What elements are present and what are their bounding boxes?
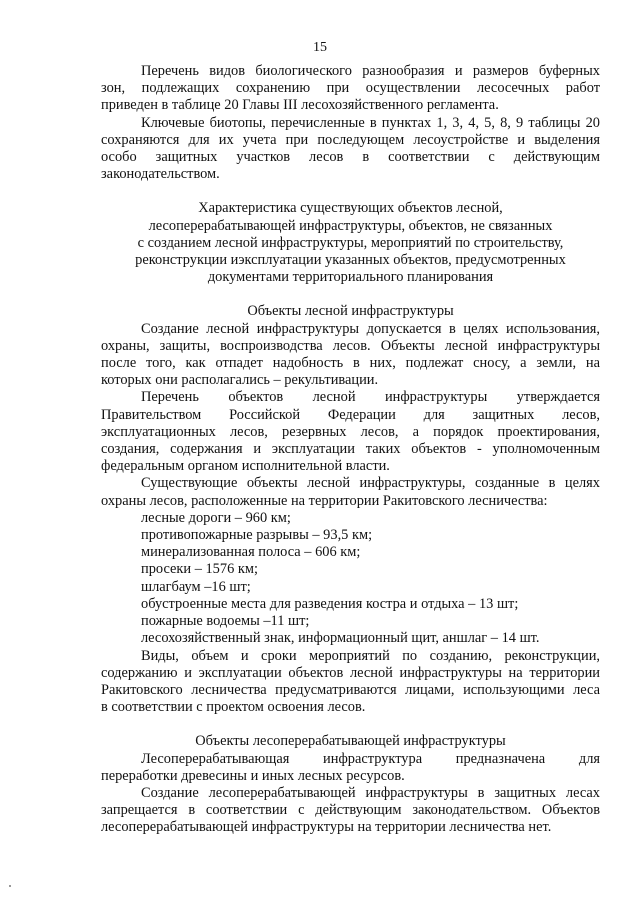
- spacer: [101, 286, 600, 303]
- text-line: содержанию и эксплуатации объектов лесной инфраструктуры на территории: [101, 664, 600, 681]
- text-line: особо защитных участков лесов в соответствии с действующим: [101, 149, 600, 166]
- text-line: законодательством.: [101, 166, 220, 183]
- paragraph-processing-purpose: [101, 751, 600, 785]
- title-line: документами территориального планирования: [207, 269, 494, 286]
- text-line: эксплуатационных лесов, резервных лесов, а порядок проектирования,: [101, 423, 600, 440]
- text-line: которых они располагались – рекультивации.: [101, 372, 379, 389]
- list-item: шлагбаум –16 шт;: [141, 578, 251, 595]
- list-item: противопожарные разрывы – 93,5 км;: [141, 527, 373, 544]
- text-line: охраны, защиты, воспроизводства лесов. Объекты лесной инфраструктуры: [101, 337, 600, 354]
- text-line: запрещается в соответствии с действующим законодательством. Объектов: [101, 802, 600, 819]
- list-item: лесные дороги – 960 км;: [141, 509, 291, 526]
- title-line: Характеристика существующих объектов лесной,: [198, 200, 503, 217]
- spacer: [101, 183, 600, 200]
- text-line: лесоперерабатывающей инфраструктуры на территории лесничества нет.: [101, 819, 552, 836]
- subsection-title-processing-infrastructure: Объекты лесоперерабатывающей инфраструктуры: [195, 733, 506, 750]
- paragraph-measures: [101, 648, 600, 717]
- list-item: лесохозяйственный знак, информационный щит, аншлаг – 14 шт.: [141, 630, 540, 647]
- text-line: Создание лесной инфраструктуры допускается в целях использования,: [141, 320, 600, 337]
- text-line: федеральным органом исполнительной власти.: [101, 458, 390, 475]
- page-content: [101, 63, 600, 837]
- text-line: в соответствии с проектом освоения лесов.: [101, 699, 366, 716]
- paragraph-existing-objects: [101, 475, 600, 509]
- title-line: реконструкции иэксплуатации указанных объектов, предусмотренных: [135, 252, 566, 269]
- text-line: Создание лесоперерабатывающей инфраструктуры в защитных лесах: [141, 784, 600, 801]
- page-number: 15: [313, 40, 327, 55]
- list-item: просеки – 1576 км;: [141, 561, 258, 578]
- text-line: Виды, объем и сроки мероприятий по созданию, реконструкции,: [141, 647, 600, 664]
- text-line: Ключевые биотопы, перечисленные в пунктах 1, 3, 4, 5, 8, 9 таблицы 20: [141, 114, 600, 131]
- paragraph-creation: [101, 321, 600, 390]
- list-item: минерализованная полоса – 606 км;: [141, 544, 361, 561]
- text-line: Перечень видов биологического разнообразия и размеров буферных: [141, 63, 600, 79]
- text-line: Перечень объектов лесной инфраструктуры утверждается: [141, 389, 600, 406]
- paragraph-biodiversity: [101, 63, 600, 115]
- list-item: обустроенные места для разведения костра и отдыха – 13 шт;: [141, 595, 519, 612]
- paragraph-processing-prohibited: [101, 785, 600, 837]
- text-line: Существующие объекты лесной инфраструктуры, созданные в целях: [141, 475, 600, 492]
- subsection-title-forest-infrastructure: Объекты лесной инфраструктуры: [247, 303, 454, 320]
- title-line: лесоперерабатывающей инфраструктуры, объектов, не связанных: [148, 217, 553, 234]
- text-line: охраны лесов, расположенные на территории Ракитовского лесничества:: [101, 492, 548, 509]
- text-line: переработки древесины и иных лесных ресурсов.: [101, 767, 405, 784]
- text-line: сохраняются для их учета при последующем лесоустройстве и выделения: [101, 131, 600, 148]
- paragraph-list-approval: [101, 389, 600, 475]
- scan-speck: [9, 885, 11, 887]
- infrastructure-list: [101, 510, 600, 648]
- spacer: [101, 716, 600, 733]
- text-line: Ракитовского лесничества предусматриваются лицами, использующими леса: [101, 681, 600, 698]
- text-line: зон, подлежащих сохранению при осуществлении лесосечных работ: [101, 80, 600, 97]
- text-line: Правительством Российской Федерации для защитных лесов,: [101, 406, 600, 423]
- title-line: с созданием лесной инфраструктуры, мероприятий по строительству,: [137, 234, 564, 251]
- list-item: пожарные водоемы –11 шт;: [141, 613, 310, 630]
- text-line: приведен в таблице 20 Главы III лесохозяйственного регламента.: [101, 97, 499, 114]
- text-line: после того, как отпадет надобность в них, подлежат сносу, а земли, на: [101, 355, 600, 372]
- section-title: [101, 200, 600, 286]
- text-line: создания, содержания и эксплуатации таких объектов - уполномоченным: [101, 441, 600, 458]
- paragraph-biotopes: [101, 115, 600, 184]
- text-line: Лесоперерабатывающая инфраструктура предназначена для: [141, 750, 600, 767]
